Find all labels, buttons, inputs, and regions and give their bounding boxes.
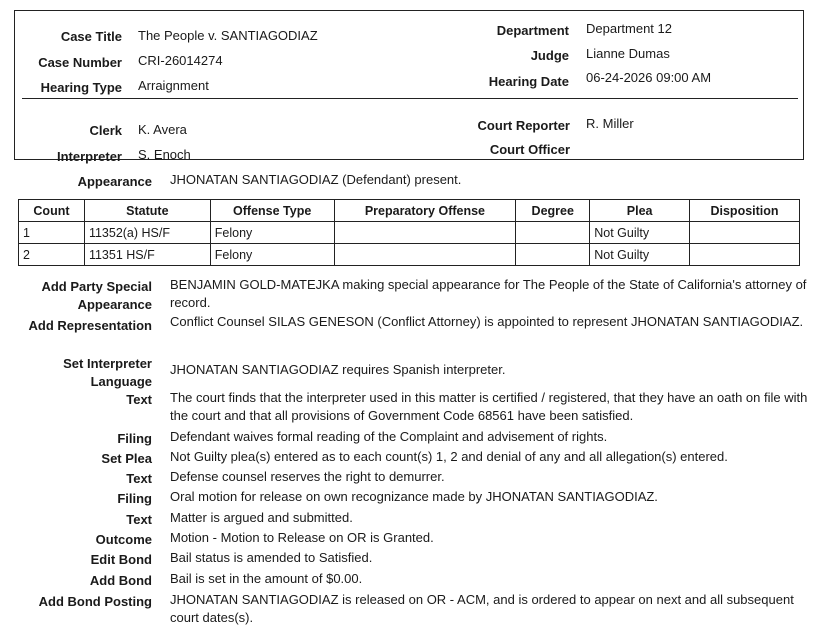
statute-cell: 11352(a) HS/F xyxy=(84,222,210,244)
entry-label: Text xyxy=(126,392,152,407)
entry-label: Filing xyxy=(117,431,152,446)
degree-cell xyxy=(516,222,590,244)
case-header-box xyxy=(14,10,804,160)
entry-text: JHONATAN SANTIAGODIAZ is released on OR - ACM, and is ordered to appear on next and all subsequent court dates(s). xyxy=(170,592,794,625)
entry-label: Outcome xyxy=(95,532,152,547)
degree-cell xyxy=(516,244,590,266)
judge-label: Judge xyxy=(530,48,569,63)
header-divider xyxy=(22,98,798,99)
department-value: Department 12 xyxy=(586,21,672,36)
statute-cell: 11351 HS/F xyxy=(84,244,210,266)
department-label: Department xyxy=(496,23,569,38)
entry-text: BENJAMIN GOLD-MATEJKA making special appearance for The People of the State of California's attorney of record. xyxy=(170,277,807,310)
col-plea: Plea xyxy=(590,200,690,222)
entry-text: Matter is argued and submitted. xyxy=(170,510,353,525)
preparatory-offense-cell xyxy=(334,222,516,244)
entry-text: Defense counsel reserves the right to demurrer. xyxy=(170,469,445,484)
plea-cell: Not Guilty xyxy=(590,222,690,244)
appearance-text: JHONATAN SANTIAGODIAZ (Defendant) present. xyxy=(170,172,462,187)
interpreter-value: S. Enoch xyxy=(138,147,191,162)
col-count: Count xyxy=(19,200,85,222)
offense-type-cell: Felony xyxy=(210,244,334,266)
court-reporter-label: Court Reporter xyxy=(477,118,570,133)
entry-label: Text xyxy=(126,512,152,527)
entry-text: Not Guilty plea(s) entered as to each count(s) 1, 2 and denial of any and all allegation(s) entered. xyxy=(170,449,728,464)
disposition-cell xyxy=(690,222,800,244)
case-number-label: Case Number xyxy=(38,55,122,70)
entry-label: Add Representation xyxy=(28,318,152,333)
offense-type-cell: Felony xyxy=(210,222,334,244)
clerk-value: K. Avera xyxy=(138,122,187,137)
hearing-type-label: Hearing Type xyxy=(40,80,122,95)
charges-table xyxy=(18,199,800,266)
entry-text: Bail status is amended to Satisfied. xyxy=(170,550,373,565)
entry-text: Oral motion for release on own recognizance made by JHONATAN SANTIAGODIAZ. xyxy=(170,489,658,504)
entry-text: Bail is set in the amount of $0.00. xyxy=(170,571,363,586)
table-row xyxy=(19,244,800,266)
plea-cell: Not Guilty xyxy=(590,244,690,266)
entry-label: Edit Bond xyxy=(90,552,152,567)
entry-label: Add Party Special Appearance xyxy=(41,279,152,312)
count-cell: 1 xyxy=(19,222,85,244)
court-reporter-value: R. Miller xyxy=(586,116,634,131)
entry-label: Filing xyxy=(117,491,152,506)
interpreter-label: Interpreter xyxy=(56,149,122,164)
entry-label: Set Interpreter Language xyxy=(63,356,152,389)
count-cell: 2 xyxy=(19,244,85,266)
case-title-label: Case Title xyxy=(60,29,122,44)
entry-label: Add Bond Posting xyxy=(38,594,152,609)
col-disposition: Disposition xyxy=(690,200,800,222)
col-offense-type: Offense Type xyxy=(210,200,334,222)
hearing-date-label: Hearing Date xyxy=(488,74,569,89)
case-title-value: The People v. SANTIAGODIAZ xyxy=(138,28,318,43)
entry-text: Defendant waives formal reading of the Complaint and advisement of rights. xyxy=(170,429,608,444)
preparatory-offense-cell xyxy=(334,244,516,266)
appearance-label: Appearance xyxy=(77,174,152,189)
entry-text: The court finds that the interpreter used in this matter is certified / registered, that they have an oath on file with the court and that all provisions of Government Code 68561 have been satisfied. xyxy=(170,390,808,423)
clerk-label: Clerk xyxy=(89,123,122,138)
col-statute: Statute xyxy=(84,200,210,222)
entry-text: Conflict Counsel SILAS GENESON (Conflict Attorney) is appointed to represent JHONATAN SANTIAGODIAZ. xyxy=(170,314,804,329)
entry-label: Text xyxy=(126,471,152,486)
disposition-cell xyxy=(690,244,800,266)
charges-header-row xyxy=(19,200,800,222)
hearing-date-value: 06-24-2026 09:00 AM xyxy=(586,70,712,85)
entry-label: Set Plea xyxy=(101,451,152,466)
entry-text: JHONATAN SANTIAGODIAZ requires Spanish interpreter. xyxy=(170,362,506,377)
entry-label: Add Bond xyxy=(89,573,152,588)
col-degree: Degree xyxy=(516,200,590,222)
hearing-type-value: Arraignment xyxy=(138,78,209,93)
entry-text: Motion - Motion to Release on OR is Granted. xyxy=(170,530,434,545)
case-number-value: CRI-26014274 xyxy=(138,53,223,68)
judge-value: Lianne Dumas xyxy=(586,46,670,61)
col-preparatory-offense: Preparatory Offense xyxy=(334,200,516,222)
table-row xyxy=(19,222,800,244)
court-officer-label: Court Officer xyxy=(489,142,570,157)
